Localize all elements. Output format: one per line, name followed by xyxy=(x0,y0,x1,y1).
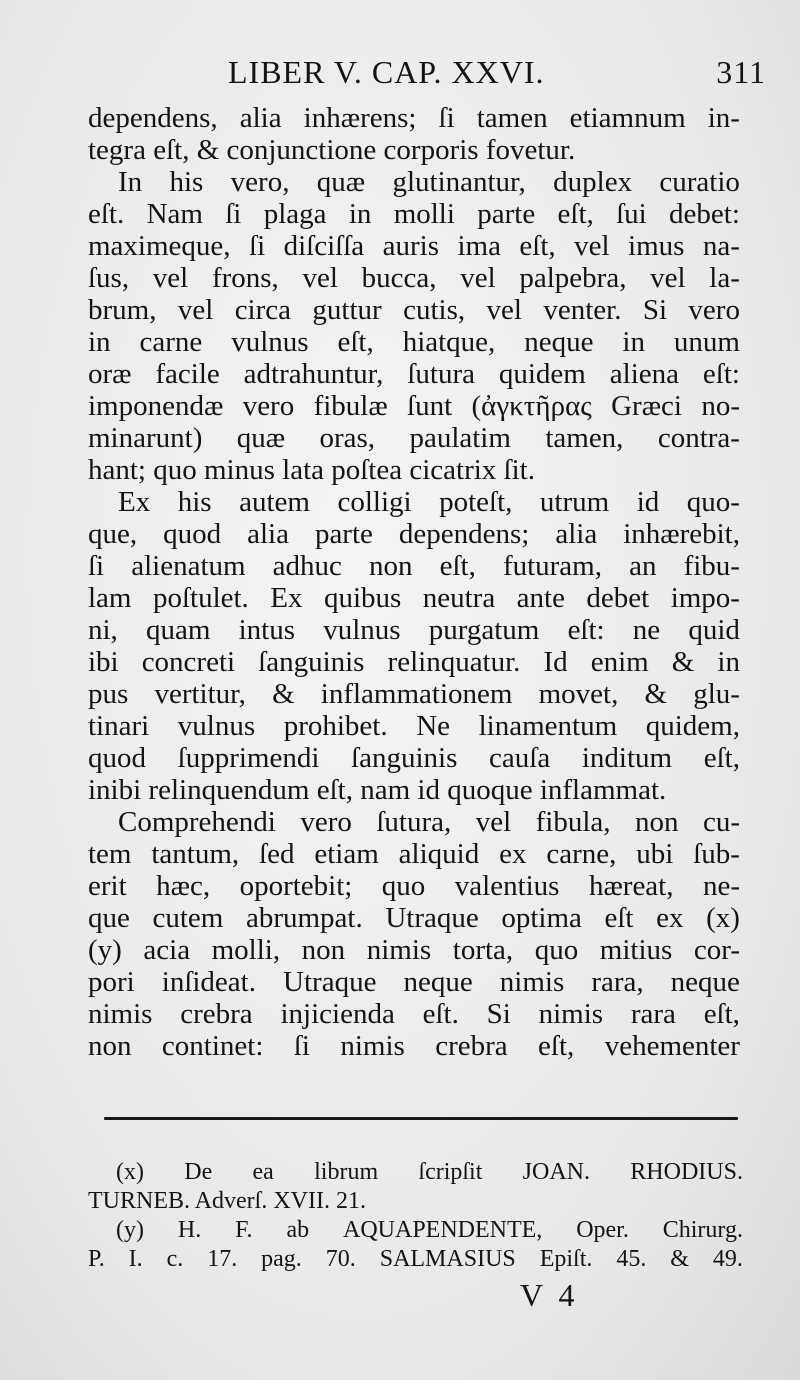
text-line: Comprehendi vero ſutura, vel fibula, non cu- xyxy=(118,806,740,838)
text-line: oræ facile adtrahuntur, ſutura quidem aliena eſt: xyxy=(88,358,740,390)
text-line: ni, quam intus vulnus purgatum eſt: ne quid xyxy=(88,614,740,646)
text-line: eſt. Nam ſi plaga in molli parte eſt, ſui debet: xyxy=(88,198,740,230)
text-line: minarunt) quæ oras, paulatim tamen, contra- xyxy=(88,422,740,454)
text-line: tem tantum, ſed etiam aliquid ex carne, ubi ſub- xyxy=(88,838,740,870)
text-line: Ex his autem colligi poteſt, utrum id quo- xyxy=(118,486,740,518)
text-line: erit hæc, oportebit; quo valentius hæreat, ne- xyxy=(88,870,740,902)
text-line: imponendæ vero fibulæ ſunt (ἀγκτῆρας Græci no- xyxy=(88,390,740,422)
text-line: in carne vulnus eſt, hiatque, neque in unum xyxy=(88,326,740,358)
text-line: maximeque, ſi diſciſſa auris ima eſt, vel imus na- xyxy=(88,230,740,262)
text-line: In his vero, quæ glutinantur, duplex curatio xyxy=(118,166,740,198)
page-number: 311 xyxy=(716,54,766,90)
text-line: nimis crebra injicienda eſt. Si nimis rara eſt, xyxy=(88,998,740,1030)
text-line: hant; quo minus lata poſtea cicatrix ſit. xyxy=(88,454,535,486)
text-line: inibi relinquendum eſt, nam id quoque inflammat. xyxy=(88,774,667,806)
footnote-line: TURNEB. Adverſ. XVII. 21. xyxy=(88,1188,366,1214)
footnote-line: (x) De ea librum ſcripſit JOAN. RHODIUS. xyxy=(116,1159,743,1185)
text-line: tinari vulnus prohibet. Ne linamentum quidem, xyxy=(88,710,740,742)
footnote-line: P. I. c. 17. pag. 70. SALMASIUS Epiſt. 45. & 49. xyxy=(88,1246,743,1272)
text-line: dependens, alia inhærens; ſi tamen etiamnum in- xyxy=(88,102,740,134)
text-line: que cutem abrumpat. Utraque optima eſt ex (x) xyxy=(88,902,740,934)
text-line: pus vertitur, & inflammationem movet, & glu- xyxy=(88,678,740,710)
text-line: lam poſtulet. Ex quibus neutra ante debet impo- xyxy=(88,582,740,614)
text-line: quod ſupprimendi ſanguinis cauſa inditum eſt, xyxy=(88,742,740,774)
footnotes xyxy=(88,1158,743,1274)
page-header xyxy=(88,50,766,94)
body-text xyxy=(88,102,740,1062)
text-line: pori inſideat. Utraque neque nimis rara, neque xyxy=(88,966,740,998)
footnote-divider xyxy=(104,1117,738,1120)
signature-mark: V 4 xyxy=(520,1277,579,1313)
text-line: brum, vel circa guttur cutis, vel venter. Si vero xyxy=(88,294,740,326)
text-line: non continet: ſi nimis crebra eſt, vehementer xyxy=(88,1030,740,1062)
text-line: ſi alienatum adhuc non eſt, futuram, an fibu- xyxy=(88,550,740,582)
text-line: que, quod alia parte dependens; alia inhærebit, xyxy=(88,518,740,550)
text-line: (y) acia molli, non nimis torta, quo mitius cor- xyxy=(88,934,740,966)
running-head: LIBER V. CAP. XXVI. xyxy=(228,54,545,90)
text-line: ibi concreti ſanguinis relinquatur. Id enim & in xyxy=(88,646,740,678)
text-line: ſus, vel frons, vel bucca, vel palpebra, vel la- xyxy=(88,262,740,294)
text-line: tegra eſt, & conjunctione corporis fovetur. xyxy=(88,134,576,166)
footnote-line: (y) H. F. ab AQUAPENDENTE, Oper. Chirurg. xyxy=(116,1217,743,1243)
